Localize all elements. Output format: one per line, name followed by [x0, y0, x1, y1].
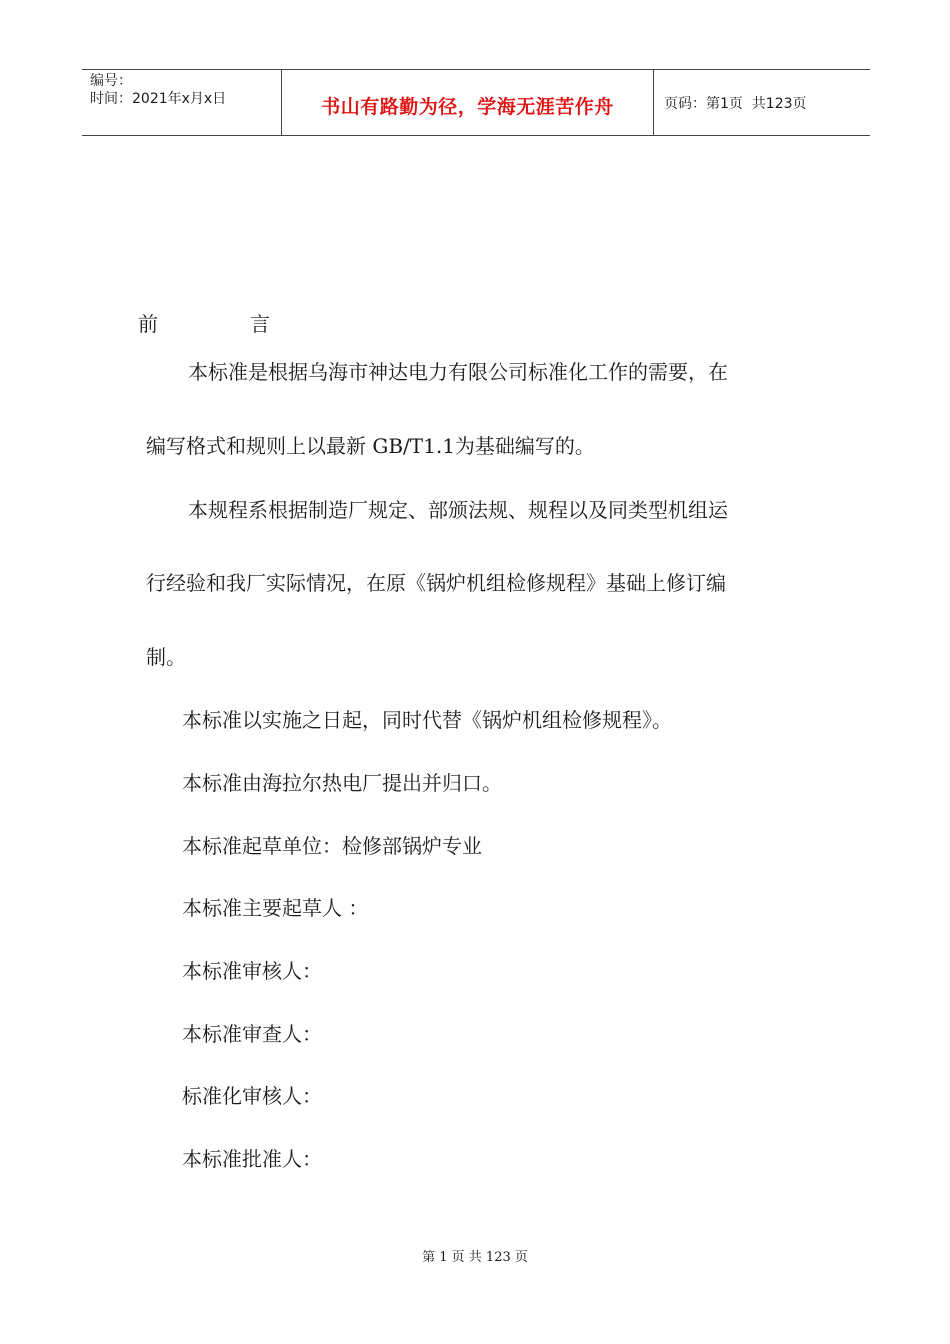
- paragraph: 本标准是根据乌海市神达电力有限公司标准化工作的需要，在: [188, 360, 728, 384]
- section-heading: [138, 308, 270, 337]
- header-meta-cell: [82, 70, 282, 135]
- paragraph: 行经验和我厂实际情况，在原《锅炉机组检修规程》基础上修订编: [146, 571, 726, 595]
- paragraph: 本规程系根据制造厂规定、部颁法规、规程以及同类型机组运: [188, 498, 728, 522]
- paragraph: 本标准以实施之日起，同时代替《锅炉机组检修规程》。: [182, 708, 672, 732]
- heading-right-char: 言: [250, 312, 270, 336]
- heading-left-char: 前: [138, 312, 158, 336]
- document-number-label: 编号：: [90, 73, 132, 89]
- header-motto-cell: [282, 70, 654, 135]
- document-time-label: 时间：2021年x月x日: [90, 91, 227, 107]
- page-footer-number: 第 1 页 共 123 页: [422, 1250, 528, 1265]
- header-motto: 书山有路勤为径，学海无涯苦作舟: [321, 96, 614, 118]
- header-page-cell: [654, 70, 870, 135]
- paragraph: 本标准批准人：: [182, 1147, 322, 1171]
- page-header: [82, 69, 870, 136]
- paragraph: 标准化审核人：: [182, 1084, 322, 1108]
- paragraph: 本标准审核人：: [182, 959, 322, 983]
- paragraph: 本标准由海拉尔热电厂提出并归口。: [182, 771, 502, 795]
- paragraph: 本标准主要起草人 ：: [182, 896, 369, 920]
- paragraph: 本标准审查人：: [182, 1022, 322, 1046]
- paragraph: 本标准起草单位：检修部锅炉专业: [182, 834, 482, 858]
- paragraph: 编写格式和规则上以最新 GB/T1.1为基础编写的。: [146, 434, 595, 458]
- paragraph: 制。: [146, 645, 186, 669]
- header-page-info: 页码：第1页 共123页: [664, 95, 807, 112]
